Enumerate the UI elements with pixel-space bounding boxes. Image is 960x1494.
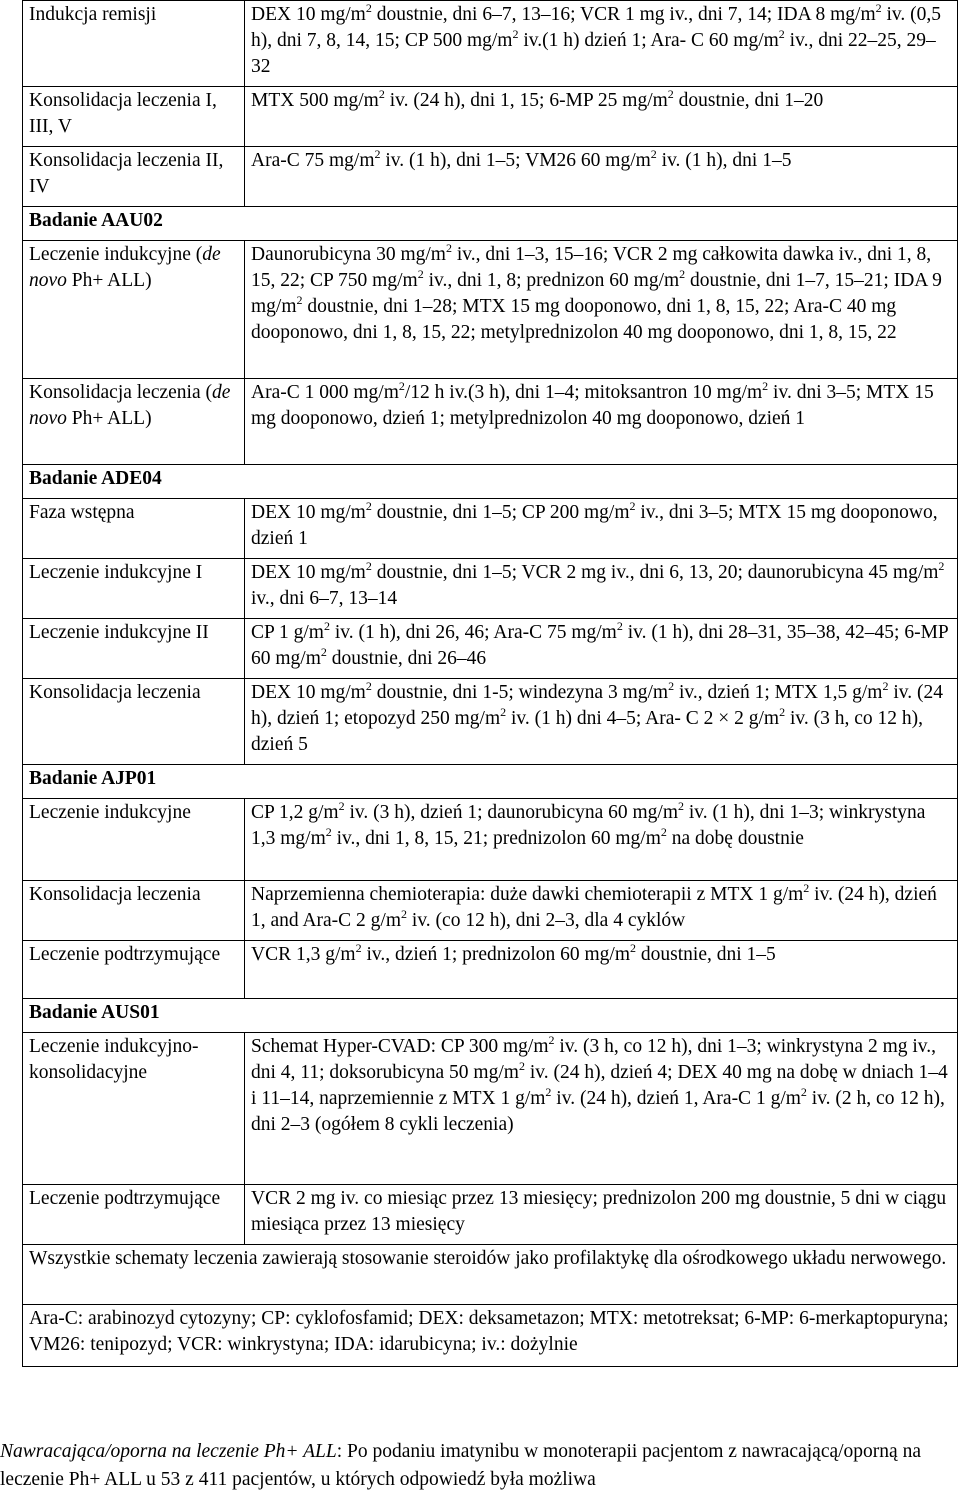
note-row [23, 1305, 958, 1367]
table-row [23, 379, 958, 465]
study-section-row [23, 465, 958, 499]
note-row [23, 1245, 958, 1305]
study-heading: Badanie AAU02 [23, 207, 958, 241]
study-heading: Badanie AUS01 [23, 999, 958, 1033]
table-row [23, 241, 958, 379]
phase-label: Leczenie podtrzymujące [23, 1185, 245, 1245]
table-note: Wszystkie schematy leczenia zawierają stosowanie steroidów jako profilaktykę dla ośrodkowego układu nerwowego. [23, 1245, 958, 1305]
table-row [23, 619, 958, 679]
study-section-row [23, 999, 958, 1033]
phase-label: Leczenie podtrzymujące [23, 941, 245, 999]
phase-label: Leczenie indukcyjne [23, 799, 245, 881]
table-body [23, 1, 958, 1367]
study-heading: Badanie AJP01 [23, 765, 958, 799]
regimen-text: MTX 500 $mg/m^2$ iv. (24 h), dni 1, 15; 6-MP 25 $mg/m^2$ doustnie, dni 1–20 [245, 87, 958, 147]
phase-label: Konsolidacja leczenia (de novo Ph+ ALL) [23, 379, 245, 465]
regimen-text: Ara-C 75 $mg/m^2$ iv. (1 h), dni 1–5; VM26 60 $mg/m^2$ iv. (1 h), dni 1–5 [245, 147, 958, 207]
phase-label: Leczenie indukcyjne I [23, 559, 245, 619]
phase-label: Konsolidacja leczenia II, IV [23, 147, 245, 207]
table-row [23, 87, 958, 147]
phase-label: Indukcja remisji [23, 1, 245, 87]
regimen-text: DEX 10 $mg/m^2$ doustnie, dni 1–5; CP 200 $mg/m^2$ iv., dni 3–5; MTX 15 mg dooponowo, dzień 1 [245, 499, 958, 559]
regimen-text: VCR 1,3 $g/m^2$ iv., dzień 1; prednizolon 60 $mg/m^2$ doustnie, dni 1–5 [245, 941, 958, 999]
regimen-text: CP 1,2 $g/m^2$ iv. (3 h), dzień 1; daunorubicyna 60 $mg/m^2$ iv. (1 h), dni 1–3; winkrystyna 1,3 $mg/m^2$ iv., dni 1, 8, 15, 21; prednizolon 60 $mg/m^2$ na dobę doustnie [245, 799, 958, 881]
table-row [23, 679, 958, 765]
table-row [23, 1, 958, 87]
regimen-text: DEX 10 $mg/m^2$ doustnie, dni 6–7, 13–16; VCR 1 mg iv., dni 7, 14; IDA 8 $mg/m^2$ iv. (0,5 h), dni 7, 8, 14, 15; CP 500 $mg/m^2$ iv.(1 h) dzień 1; Ara- C 60 $mg/m^2$ iv., dni 22–25, 29–32 [245, 1, 958, 87]
table-row [23, 499, 958, 559]
phase-label: Faza wstępna [23, 499, 245, 559]
regimen-text: Daunorubicyna 30 $mg/m^2$ iv., dni 1–3, 15–16; VCR 2 mg całkowita dawka iv., dni 1, 8, 15, 22; CP 750 $mg/m^2$ iv., dni 1, 8; prednizon 60 $mg/m^2$ doustnie, dni 1–7, 15–21; IDA 9 $mg/m^2$ doustnie, dni 1–28; MTX 15 mg dooponowo, dni 1, 8, 15, 22; Ara-C 40 mg dooponowo, dni 1, 8, 15, 22; metylprednizolon 40 mg dooponowo, dni 1, 8, 15, 22 [245, 241, 958, 379]
study-heading: Badanie ADE04 [23, 465, 958, 499]
regimen-text: Schemat Hyper-CVAD: CP 300 $mg/m^2$ iv. (3 h, co 12 h), dni 1–3; winkrystyna 2 mg iv., dni 4, 11; doksorubicyna 50 $mg/m^2$ iv. (24 h), dzień 4; DEX 40 mg na dobę w dniach 1–4 i 11–14, naprzemiennie z MTX 1 $g/m^2$ iv. (24 h), dzień 1, Ara-C 1 $g/m^2$ iv. (2 h, co 12 h), dni 2–3 (ogółem 8 cykli leczenia) [245, 1033, 958, 1185]
study-section-row [23, 207, 958, 241]
study-section-row [23, 765, 958, 799]
regimen-text: Ara-C 1 000 $mg/m^2/12$ h iv.(3 h), dni 1–4; mitoksantron 10 $mg/m^2$ iv. dni 3–5; MTX 15 mg dooponowo, dzień 1; metylprednizolon 40 mg dooponowo, dzień 1 [245, 379, 958, 465]
phase-label: Leczenie indukcyjne II [23, 619, 245, 679]
phase-label: Leczenie indukcyjno-konsolidacyjne [23, 1033, 245, 1185]
regimen-text: DEX 10 $mg/m^2$ doustnie, dni 1–5; VCR 2 mg iv., dni 6, 13, 20; daunorubicyna 45 $mg/m^2$ iv., dni 6–7, 13–14 [245, 559, 958, 619]
table-row [23, 559, 958, 619]
table-row [23, 881, 958, 941]
regimen-text: Naprzemienna chemioterapia: duże dawki chemioterapii z MTX 1 $g/m^2$ iv. (24 h), dzień 1, and Ara-C 2 $g/m^2$ iv. (co 12 h), dni 2–3, dla 4 cyklów [245, 881, 958, 941]
table-row [23, 1185, 958, 1245]
phase-label: Konsolidacja leczenia [23, 679, 245, 765]
regimen-text: VCR 2 mg iv. co miesiąc przez 13 miesięcy; prednizolon 200 mg doustnie, 5 dni w ciągu miesiąca przez 13 miesięcy [245, 1185, 958, 1245]
regimen-text: CP 1 $g/m^2$ iv. (1 h), dni 26, 46; Ara-C 75 $mg/m^2$ iv. (1 h), dni 28–31, 35–38, 42–45; 6-MP 60 $mg/m^2$ doustnie, dni 26–46 [245, 619, 958, 679]
regimen-text: DEX 10 $mg/m^2$ doustnie, dni 1-5; windezyna 3 $mg/m^2$ iv., dzień 1; MTX 1,5 $g/m^2$ iv. (24 h), dzień 1; etopozyd 250 $mg/m^2$ iv. (1 h) dni 4–5; Ara- C 2 × 2 $g/m^2$ iv. (3 h, co 12 h), dzień 5 [245, 679, 958, 765]
footnote: Nawracająca/oporna na leczenie Ph+ ALL: Po podaniu imatynibu w monoterapii pacjentom z nawracającą/oporną na leczenie Ph+ ALL u 53 z 411 pacjentów, u których odpowiedź była możliwa [0, 1441, 921, 1490]
phase-label: Konsolidacja leczenia [23, 881, 245, 941]
table-row [23, 1033, 958, 1185]
table-row [23, 799, 958, 881]
table-row [23, 941, 958, 999]
table-row [23, 147, 958, 207]
phase-label: Leczenie indukcyjne (de novo Ph+ ALL) [23, 241, 245, 379]
table-note: Ara-C: arabinozyd cytozyny; CP: cyklofosfamid; DEX: deksametazon; MTX: metotreksat; 6-MP: 6-merkaptopuryna; VM26: tenipozyd; VCR: winkrystyna; IDA: idarubicyna; iv.: dożylnie [23, 1305, 958, 1367]
phase-label: Konsolidacja leczenia I, III, V [23, 87, 245, 147]
treatment-regimens-table [22, 0, 958, 1367]
